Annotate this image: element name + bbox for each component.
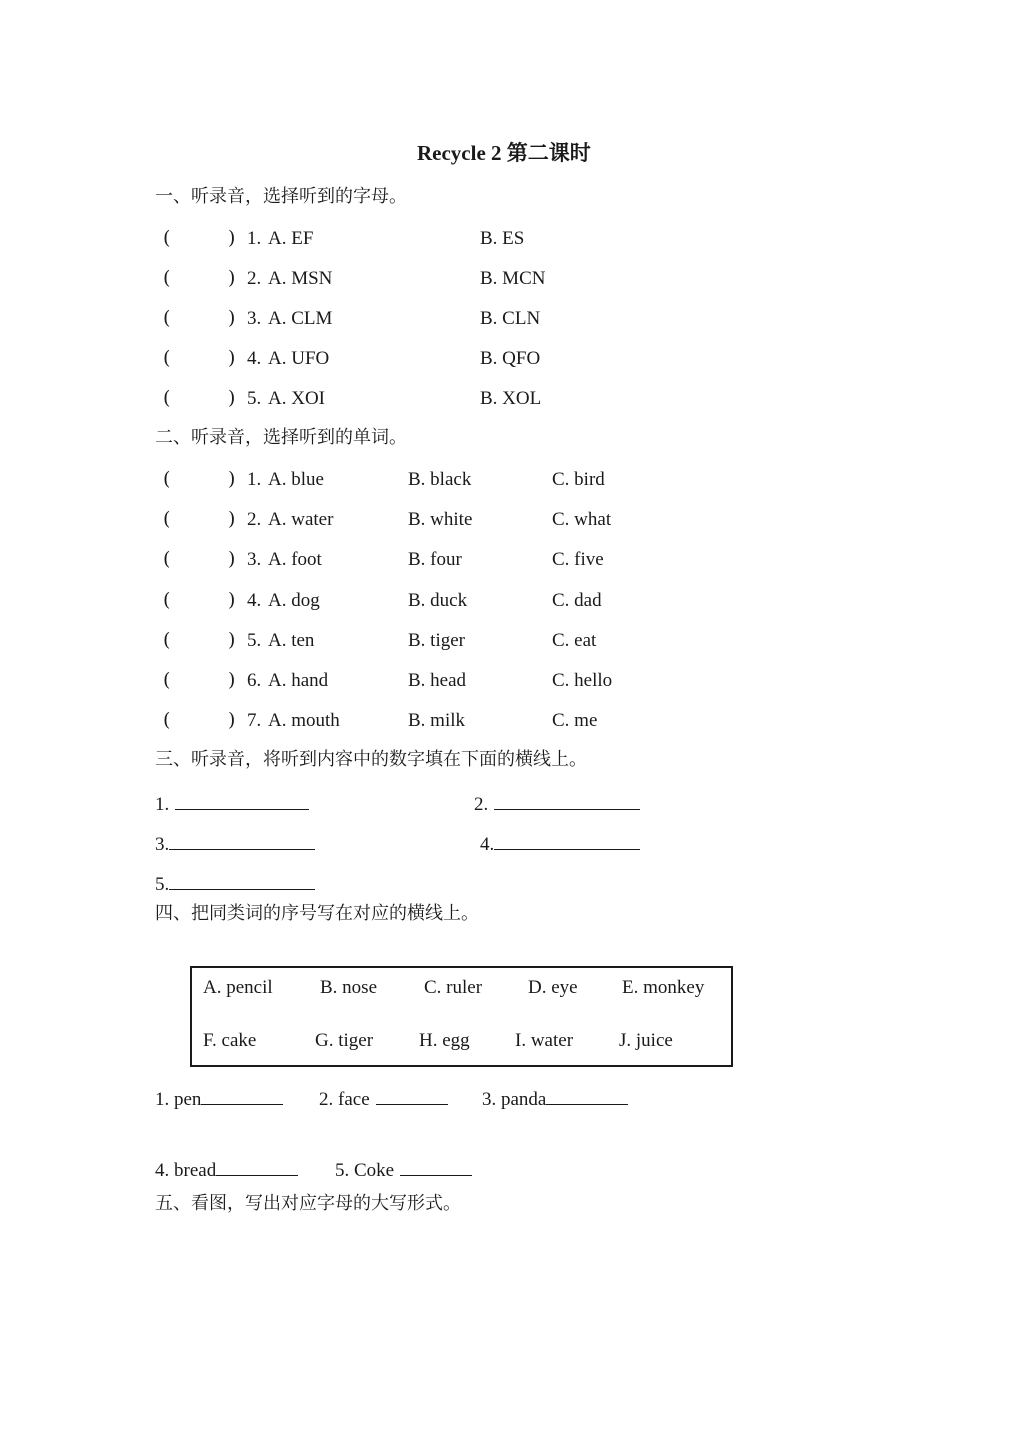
word-bank-item: J. juice [619,1030,673,1051]
section-2-heading: 二、听录音，选择听到的单词。 [155,427,407,448]
answer-paren-open: ( [163,227,171,249]
answer-paren-open: ( [163,347,171,369]
answer-paren-open: ( [163,589,171,611]
option-a: A. hand [268,670,329,691]
option-c: C. five [552,549,604,570]
option-b: B. tiger [408,630,465,651]
word-bank-item: A. pencil [203,977,273,998]
option-c: C. me [552,710,598,731]
answer-paren-open: ( [163,468,171,490]
option-a: A. mouth [268,710,340,731]
answer-blank[interactable] [400,1159,472,1176]
question-number: 5. [247,630,262,651]
word-bank-item: F. cake [203,1030,257,1051]
answer-paren-close[interactable]: ) [228,468,236,490]
answer-paren-close[interactable]: ) [228,267,236,289]
question-number: 1. [247,469,262,490]
option-c: C. hello [552,670,613,691]
answer-paren-close[interactable]: ) [228,709,236,731]
question-number: 4. [247,348,262,369]
question-number: 1. [247,228,262,249]
answer-blank[interactable] [216,1159,298,1176]
option-b: B. ES [480,228,525,249]
option-a: A. dog [268,590,320,611]
answer-blank[interactable] [546,1088,628,1105]
category-prompt-3 [482,1088,628,1109]
option-a: A. EF [268,228,314,249]
answer-paren-open: ( [163,669,171,691]
word-bank-item: H. egg [419,1030,470,1051]
prompt-word: 1. pen [155,1089,202,1110]
prompt-word: 4. bread [155,1160,217,1181]
question-number: 3. [247,308,262,329]
word-bank-item: G. tiger [315,1030,374,1051]
question-number: 5. [247,388,262,409]
category-prompt-5 [335,1159,472,1180]
question-number: 7. [247,710,262,731]
blank-number: 1. [155,794,170,815]
option-a: A. UFO [268,348,330,369]
answer-paren-open: ( [163,629,171,651]
option-b: B. QFO [480,348,541,369]
option-b: B. head [408,670,467,691]
option-b: B. XOL [480,388,542,409]
category-prompt-4 [155,1159,298,1180]
question-number: 2. [247,268,262,289]
blank-number: 3. [155,834,170,855]
option-b: B. CLN [480,308,541,329]
option-a: A. CLM [268,308,333,329]
answer-paren-open: ( [163,387,171,409]
option-b: B. white [408,509,473,530]
option-b: B. milk [408,710,466,731]
word-bank-item: I. water [515,1030,574,1051]
answer-paren-close[interactable]: ) [228,669,236,691]
word-bank-item: B. nose [320,977,377,998]
option-a: A. water [268,509,334,530]
prompt-word: 2. face [319,1089,370,1110]
option-b: B. MCN [480,268,546,289]
answer-paren-open: ( [163,548,171,570]
answer-blank[interactable] [494,793,640,810]
question-number: 4. [247,590,262,611]
section-3-heading: 三、听录音，将听到内容中的数字填在下面的横线上。 [155,749,587,770]
fill-blank-4 [480,833,640,854]
page-title: Recycle 2 第二课时 [417,141,591,165]
option-c: C. eat [552,630,597,651]
answer-blank[interactable] [201,1088,283,1105]
prompt-word: 3. panda [482,1089,547,1110]
answer-paren-open: ( [163,508,171,530]
category-prompt-1 [155,1088,283,1109]
answer-paren-close[interactable]: ) [228,508,236,530]
option-c: C. dad [552,590,602,611]
question-number: 3. [247,549,262,570]
section-1-heading: 一、听录音，选择听到的字母。 [155,186,407,207]
option-c: C. bird [552,469,605,490]
option-a: A. foot [268,549,322,570]
answer-paren-close[interactable]: ) [228,548,236,570]
option-a: A. XOI [268,388,325,409]
fill-blank-1 [155,793,309,814]
answer-paren-close[interactable]: ) [228,589,236,611]
blank-number: 5. [155,874,170,895]
answer-paren-close[interactable]: ) [228,629,236,651]
answer-blank[interactable] [376,1088,448,1105]
question-number: 2. [247,509,262,530]
answer-paren-open: ( [163,307,171,329]
fill-blank-2 [474,793,640,814]
blank-number: 2. [474,794,489,815]
fill-blank-3 [155,833,315,854]
answer-paren-close[interactable]: ) [228,387,236,409]
answer-blank[interactable] [169,873,315,890]
option-c: C. what [552,509,612,530]
option-a: A. ten [268,630,315,651]
option-b: B. black [408,469,472,490]
option-a: A. MSN [268,268,333,289]
word-bank-item: C. ruler [424,977,483,998]
word-bank-item: D. eye [528,977,578,998]
prompt-word: 5. Coke [335,1160,395,1181]
word-bank-item: E. monkey [622,977,705,998]
option-b: B. four [408,549,462,570]
category-prompt-2 [319,1088,448,1109]
fill-blank-5 [155,873,315,894]
answer-blank[interactable] [494,833,640,850]
answer-paren-open: ( [163,267,171,289]
option-a: A. blue [268,469,324,490]
section-5-heading: 五、看图，写出对应字母的大写形式。 [155,1193,461,1214]
answer-paren-close[interactable]: ) [228,347,236,369]
answer-paren-close[interactable]: ) [228,307,236,329]
question-number: 6. [247,670,262,691]
section-4-heading: 四、把同类词的序号写在对应的横线上。 [155,903,479,924]
answer-paren-open: ( [163,709,171,731]
answer-blank[interactable] [169,833,315,850]
answer-blank[interactable] [175,793,309,810]
blank-number: 4. [480,834,495,855]
option-b: B. duck [408,590,468,611]
answer-paren-close[interactable]: ) [228,227,236,249]
